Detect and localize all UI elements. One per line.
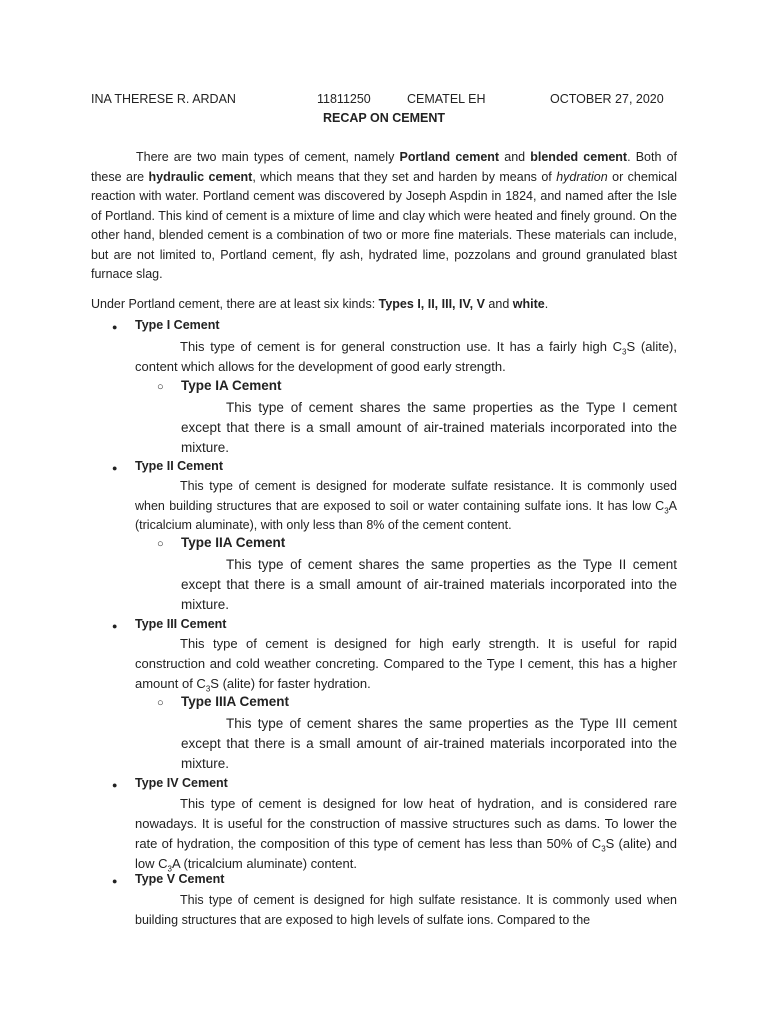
bullet-icon: ●	[112, 322, 118, 332]
author-name: INA THERESE R. ARDAN	[91, 92, 236, 106]
type-3a-heading: Type IIIA Cement	[181, 694, 290, 709]
intro-paragraph: There are two main types of cement, namely Portland cement and blended cement. Both of these are hydraulic cement, which means that they set and harden by means of hydration or chemical reaction with water. Portland cement was discovered by Joseph Aspdin in 1824, and named after the Isle of Portland. This kind of cement is a mixture of lime and clay which were heated and finely ground. On the other hand, blended cement is a combination of two or more fine materials. These materials can include, but are not limited to, Portland cement, fly ash, hydrated lime, pozzolans and ground granulated blast furnace slag.	[91, 150, 677, 281]
type-3-description: This type of cement is designed for high early strength. It is useful for rapid construction and cold weather concreting. Compared to the Type I cement, this has a higher amount of $C_3S$ (alite) for faster hydration.	[135, 636, 677, 694]
circle-bullet-icon: ○	[157, 538, 164, 550]
type-4-description: This type of cement is designed for low heat of hydration, and is considered rare nowadays. It is useful for the construction of massive structures such as dams. To lower the rate of hydration, the composition of this type of cement has less than 50% of $C_3S$ (alite) and low $C_3A$ (tricalcium aluminate) content.	[135, 796, 677, 874]
bullet-icon: ●	[112, 621, 118, 631]
type-5-heading: Type V Cement	[135, 872, 225, 886]
bullet-icon: ●	[112, 876, 118, 886]
type-3-heading: Type III Cement	[135, 617, 227, 631]
type-2a-heading: Type IIA Cement	[181, 535, 286, 550]
bullet-icon: ●	[112, 463, 118, 473]
type-2a-description: This type of cement shares the same properties as the Type II cement except that there is a small amount of air-trained materials incorporated into the mixture.	[181, 557, 677, 612]
circle-bullet-icon: ○	[157, 697, 164, 709]
type-5-description: This type of cement is designed for high sulfate resistance. It is commonly used when building structures that are exposed to high levels of sulfate ions. Compared to the	[135, 893, 677, 927]
portland-kinds-line: Under Portland cement, there are at least six kinds: Types I, II, III, IV, V and white.	[91, 297, 549, 311]
type-1a-description: This type of cement shares the same properties as the Type I cement except that there is a small amount of air-trained materials incorporated into the mixture.	[181, 400, 677, 455]
bullet-icon: ●	[112, 780, 118, 790]
type-1-heading: Type I Cement	[135, 318, 220, 332]
type-1a-heading: Type IA Cement	[181, 378, 282, 393]
type-2-description: This type of cement is designed for moderate sulfate resistance. It is commonly used when building structures that are exposed to soil or water containing sulfate ions. It has low $C_3A$ (tricalcium aluminate), with only less than 8% of the cement content.	[135, 479, 677, 532]
course-code: CEMATEL EH	[407, 92, 486, 106]
type-3a-description: This type of cement shares the same properties as the Type III cement except that there is a small amount of air-trained materials incorporated into the mixture.	[181, 716, 677, 771]
type-2-heading: Type II Cement	[135, 459, 223, 473]
document-header	[0, 92, 768, 110]
type-1-description: This type of cement is for general construction use. It has a fairly high $C_3S$ (alite), content which allows for the development of good early strength.	[135, 339, 677, 374]
circle-bullet-icon: ○	[157, 381, 164, 393]
document-date: OCTOBER 27, 2020	[550, 92, 664, 106]
type-4-heading: Type IV Cement	[135, 776, 228, 790]
student-id: 11811250	[317, 92, 371, 106]
document-title: RECAP ON CEMENT	[322, 111, 445, 125]
